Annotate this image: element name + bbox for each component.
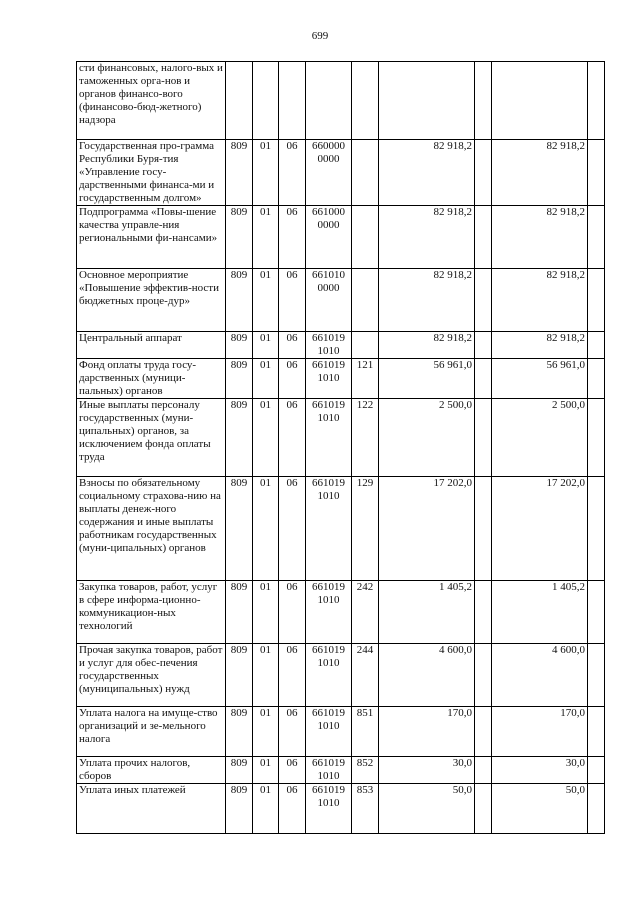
amount-cell-2: [475, 581, 492, 644]
article-code-cell: 661019 1010: [306, 581, 352, 644]
article-code-cell: [306, 62, 352, 140]
section-code-cell: 01: [253, 757, 279, 784]
row-name-cell: Иные выплаты персоналу государственных (муни-ципальных) органов, за исключением фонда оплаты труда: [77, 399, 226, 477]
amount-cell-2: [475, 644, 492, 707]
expense-type-cell: [352, 140, 379, 206]
row-name-cell: Уплата прочих налогов, сборов: [77, 757, 226, 784]
ministry-code-cell: 809: [226, 399, 253, 477]
amount-cell-4: [588, 206, 605, 269]
amount-cell-4: [588, 707, 605, 757]
amount-cell-4: [588, 332, 605, 359]
section-code-cell: 01: [253, 399, 279, 477]
subsection-code-cell: 06: [279, 784, 306, 834]
amount-cell-1: 82 918,2: [379, 269, 475, 332]
amount-cell-1: 30,0: [379, 757, 475, 784]
amount-cell-3: 170,0: [492, 707, 588, 757]
ministry-code-cell: 809: [226, 707, 253, 757]
section-code-cell: 01: [253, 332, 279, 359]
page-number: 699: [311, 30, 329, 42]
ministry-code-cell: 809: [226, 140, 253, 206]
table-row: [77, 707, 605, 757]
section-code-cell: 01: [253, 784, 279, 834]
budget-table: [76, 61, 605, 834]
row-name-cell: Прочая закупка товаров, работ и услуг для обес-печения государственных (муниципальных) нужд: [77, 644, 226, 707]
article-code-cell: 660000 0000: [306, 140, 352, 206]
amount-cell-3: 1 405,2: [492, 581, 588, 644]
amount-cell-4: [588, 140, 605, 206]
table-row: [77, 206, 605, 269]
amount-cell-1: 56 961,0: [379, 359, 475, 399]
article-code-cell: 661000 0000: [306, 206, 352, 269]
amount-cell-4: [588, 269, 605, 332]
amount-cell-4: [588, 359, 605, 399]
article-code-cell: 661019 1010: [306, 644, 352, 707]
expense-type-cell: [352, 62, 379, 140]
expense-type-cell: [352, 332, 379, 359]
expense-type-cell: [352, 269, 379, 332]
amount-cell-3: 2 500,0: [492, 399, 588, 477]
subsection-code-cell: 06: [279, 707, 306, 757]
section-code-cell: 01: [253, 707, 279, 757]
ministry-code-cell: 809: [226, 644, 253, 707]
section-code-cell: 01: [253, 206, 279, 269]
subsection-code-cell: 06: [279, 140, 306, 206]
section-code-cell: 01: [253, 644, 279, 707]
row-name-cell: Закупка товаров, работ, услуг в сфере информа-ционно-коммуникацион-ных технологий: [77, 581, 226, 644]
amount-cell-2: [475, 707, 492, 757]
amount-cell-2: [475, 757, 492, 784]
table-row: [77, 269, 605, 332]
article-code-cell: 661019 1010: [306, 399, 352, 477]
article-code-cell: 661010 0000: [306, 269, 352, 332]
section-code-cell: [253, 62, 279, 140]
amount-cell-1: 82 918,2: [379, 332, 475, 359]
amount-cell-2: [475, 332, 492, 359]
amount-cell-1: 50,0: [379, 784, 475, 834]
amount-cell-4: [588, 581, 605, 644]
row-name-cell: Подпрограмма «Повы-шение качества управле-ния региональными фи-нансами»: [77, 206, 226, 269]
amount-cell-4: [588, 784, 605, 834]
amount-cell-1: 4 600,0: [379, 644, 475, 707]
amount-cell-2: [475, 62, 492, 140]
amount-cell-1: [379, 62, 475, 140]
amount-cell-3: 82 918,2: [492, 140, 588, 206]
table-row: [77, 581, 605, 644]
ministry-code-cell: 809: [226, 206, 253, 269]
subsection-code-cell: 06: [279, 269, 306, 332]
amount-cell-3: 4 600,0: [492, 644, 588, 707]
expense-type-cell: 851: [352, 707, 379, 757]
amount-cell-2: [475, 140, 492, 206]
amount-cell-2: [475, 784, 492, 834]
article-code-cell: 661019 1010: [306, 477, 352, 581]
article-code-cell: 661019 1010: [306, 784, 352, 834]
ministry-code-cell: 809: [226, 757, 253, 784]
amount-cell-1: 1 405,2: [379, 581, 475, 644]
table-row: [77, 477, 605, 581]
amount-cell-3: 56 961,0: [492, 359, 588, 399]
amount-cell-2: [475, 359, 492, 399]
table-row: [77, 332, 605, 359]
section-code-cell: 01: [253, 269, 279, 332]
subsection-code-cell: 06: [279, 581, 306, 644]
row-name-cell: Взносы по обязательному социальному страхова-нию на выплаты денеж-ного содержания и иные выплаты работникам государственных (муни-ципальных) органов: [77, 477, 226, 581]
expense-type-cell: 121: [352, 359, 379, 399]
amount-cell-3: 82 918,2: [492, 206, 588, 269]
ministry-code-cell: 809: [226, 784, 253, 834]
ministry-code-cell: [226, 62, 253, 140]
ministry-code-cell: 809: [226, 477, 253, 581]
amount-cell-1: 82 918,2: [379, 206, 475, 269]
amount-cell-4: [588, 399, 605, 477]
article-code-cell: 661019 1010: [306, 332, 352, 359]
section-code-cell: 01: [253, 359, 279, 399]
ministry-code-cell: 809: [226, 581, 253, 644]
table-row: [77, 62, 605, 140]
expense-type-cell: 129: [352, 477, 379, 581]
article-code-cell: 661019 1010: [306, 757, 352, 784]
amount-cell-3: 82 918,2: [492, 332, 588, 359]
expense-type-cell: 242: [352, 581, 379, 644]
ministry-code-cell: 809: [226, 332, 253, 359]
table-body: [77, 62, 605, 834]
expense-type-cell: 244: [352, 644, 379, 707]
subsection-code-cell: 06: [279, 359, 306, 399]
amount-cell-3: 50,0: [492, 784, 588, 834]
expense-type-cell: [352, 206, 379, 269]
article-code-cell: 661019 1010: [306, 359, 352, 399]
subsection-code-cell: 06: [279, 644, 306, 707]
expense-type-cell: 122: [352, 399, 379, 477]
amount-cell-2: [475, 269, 492, 332]
expense-type-cell: 853: [352, 784, 379, 834]
table-row: [77, 359, 605, 399]
row-name-cell: Фонд оплаты труда госу-дарственных (муници-пальных) органов: [77, 359, 226, 399]
table-row: [77, 757, 605, 784]
amount-cell-2: [475, 399, 492, 477]
section-code-cell: 01: [253, 140, 279, 206]
amount-cell-4: [588, 62, 605, 140]
table-row: [77, 644, 605, 707]
subsection-code-cell: 06: [279, 332, 306, 359]
amount-cell-2: [475, 206, 492, 269]
amount-cell-3: 82 918,2: [492, 269, 588, 332]
amount-cell-2: [475, 477, 492, 581]
amount-cell-1: 170,0: [379, 707, 475, 757]
table-row: [77, 140, 605, 206]
amount-cell-3: [492, 62, 588, 140]
amount-cell-3: 30,0: [492, 757, 588, 784]
row-name-cell: Уплата налога на имуще-ство организаций и зе-мельного налога: [77, 707, 226, 757]
subsection-code-cell: 06: [279, 206, 306, 269]
row-name-cell: сти финансовых, налого-вых и таможенных орга-нов и органов финансо-вого (финансово-бюд-жетного) надзора: [77, 62, 226, 140]
ministry-code-cell: 809: [226, 359, 253, 399]
row-name-cell: Центральный аппарат: [77, 332, 226, 359]
subsection-code-cell: 06: [279, 477, 306, 581]
amount-cell-4: [588, 757, 605, 784]
amount-cell-4: [588, 477, 605, 581]
subsection-code-cell: 06: [279, 399, 306, 477]
amount-cell-3: 17 202,0: [492, 477, 588, 581]
table-row: [77, 399, 605, 477]
subsection-code-cell: 06: [279, 757, 306, 784]
amount-cell-1: 82 918,2: [379, 140, 475, 206]
amount-cell-1: 2 500,0: [379, 399, 475, 477]
subsection-code-cell: [279, 62, 306, 140]
expense-type-cell: 852: [352, 757, 379, 784]
table-row: [77, 784, 605, 834]
amount-cell-1: 17 202,0: [379, 477, 475, 581]
ministry-code-cell: 809: [226, 269, 253, 332]
row-name-cell: Уплата иных платежей: [77, 784, 226, 834]
row-name-cell: Государственная про-грамма Республики Буря-тия «Управление госу-дарственными финанса-ми и государственным долгом»: [77, 140, 226, 206]
article-code-cell: 661019 1010: [306, 707, 352, 757]
amount-cell-4: [588, 644, 605, 707]
section-code-cell: 01: [253, 477, 279, 581]
row-name-cell: Основное мероприятие «Повышение эффектив-ности бюджетных проце-дур»: [77, 269, 226, 332]
section-code-cell: 01: [253, 581, 279, 644]
